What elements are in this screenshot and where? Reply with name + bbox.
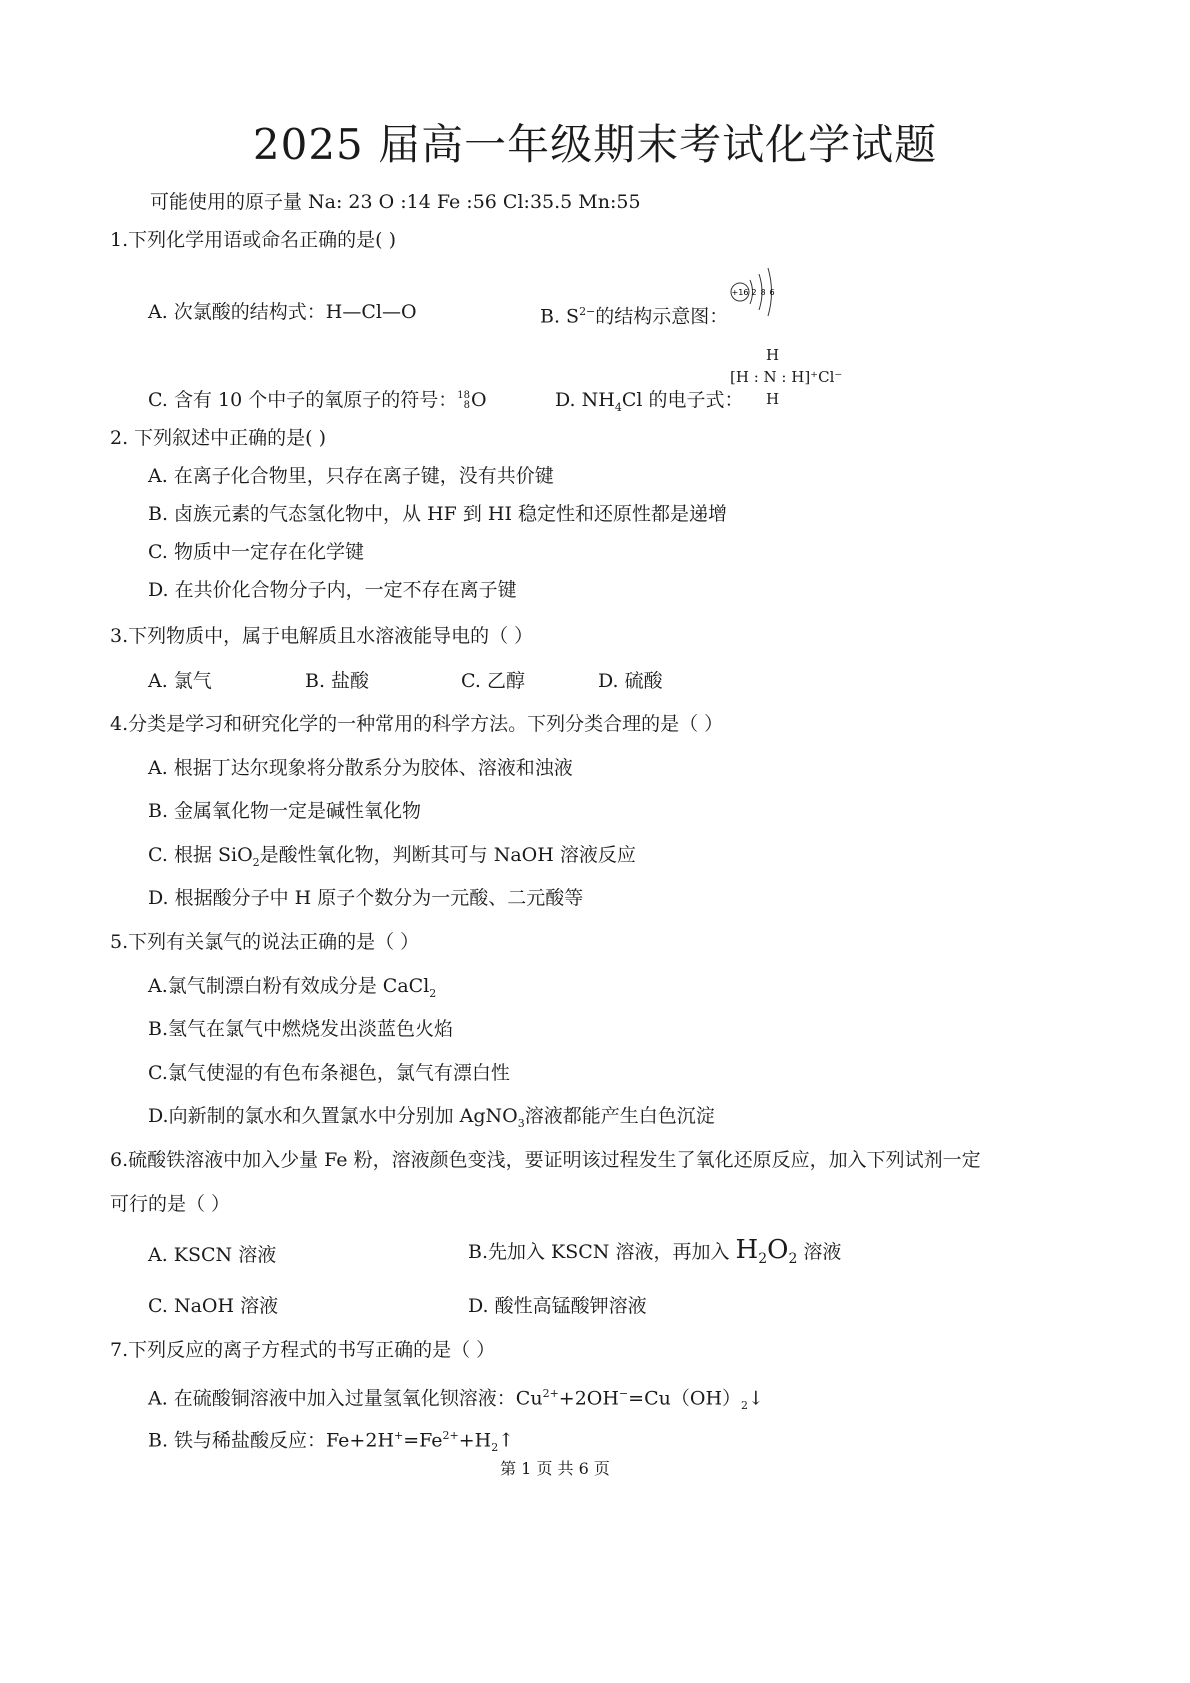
page-footer: 第 1 页 共 6 页 [500,1459,610,1478]
q2-option-c: C. 物质中一定存在化学键 [148,541,364,563]
page-title: 2025 届高一年级期末考试化学试题 [252,120,938,169]
shell-2-count: 8 [760,288,766,297]
q6-stem-line-1: 6.硫酸铁溶液中加入少量 Fe 粉，溶液颜色变浅，要证明该过程发生了氧化还原反应，加入下列试剂一定 [110,1149,981,1171]
q5-option-b: B.氢气在氯气中燃烧发出淡蓝色火焰 [148,1018,454,1040]
q1-option-c: C. 含有 10 个中子的氧原子的符号： 18 8 O [148,389,487,411]
q4-option-c: C. 根据 SiO$_2$是酸性氧化物，判断其可与 NaOH 溶液反应 [148,844,636,869]
q7-option-b: B. 铁与稀盐酸反应：$Fe+2H^+=Fe^{2+}+H_2↑$ [148,1429,515,1455]
isotope-mass-number: 18 [457,390,470,401]
q1-stem: 1.下列化学用语或命名正确的是( ) [110,229,396,251]
lewis-bottom-h: H [766,390,780,408]
q5-option-c: C.氯气使湿的有色布条褪色，氯气有漂白性 [148,1062,510,1084]
q2-stem: 2. 下列叙述中正确的是( ) [110,427,327,449]
shell-3-count: 6 [769,288,775,297]
q3-stem: 3.下列物质中，属于电解质且水溶液能导电的（ ） [110,625,534,647]
q2-option-d: D. 在共价化合物分子内，一定不存在离子键 [148,579,517,601]
lewis-middle: [H : N : H]⁺Cl⁻ [730,368,843,386]
q3-option-a: A. 氯气 [148,670,212,692]
q4-option-b: B. 金属氧化物一定是碱性氧化物 [148,800,422,822]
q6-option-a: A. KSCN 溶液 [148,1244,277,1266]
q6-stem-line-2: 可行的是（ ） [110,1193,231,1215]
lewis-top-h: H [766,346,780,364]
isotope-atomic-number: 8 [463,400,470,411]
q6-option-d: D. 酸性高锰酸钾溶液 [468,1295,647,1317]
q7-option-a: A. 在硫酸铜溶液中加入过量氢氧化钡溶液：$Cu^{2+}+2OH^-=Cu(OH)_2↓$ [148,1387,764,1413]
q1-option-a: A. 次氯酸的结构式：H—Cl—O [148,301,417,323]
nucleus-charge: +16 [731,288,749,297]
q5-option-a: A.氯气制漂白粉有效成分是 CaCl$_2$ [148,975,437,1000]
q3-option-b: B. 盐酸 [305,670,370,692]
q1-option-d: D. $NH_4Cl$ 的电子式： [555,389,744,414]
q6-option-c: C. NaOH 溶液 [148,1295,279,1317]
q5-option-d: D.向新制的氯水和久置氯水中分别加 AgNO$_3$溶液都能产生白色沉淀 [148,1105,715,1130]
sulfide-ion-structure-diagram [728,262,780,322]
q1-option-b: B. $S^{2-}$的结构示意图： [540,305,729,328]
q5-stem: 5.下列有关氯气的说法正确的是（ ） [110,931,420,953]
q2-option-b: B. 卤族元素的气态氢化物中，从 HF 到 HI 稳定性和还原性都是递增 [148,503,728,525]
shell-1-count: 2 [751,288,757,297]
atomic-masses: 可能使用的原子量 Na: 23 O :14 Fe :56 Cl:35.5 Mn:55 [150,191,641,213]
q4-option-a: A. 根据丁达尔现象将分散系分为胶体、溶液和浊液 [148,757,573,779]
q4-option-d: D. 根据酸分子中 H 原子个数分为一元酸、二元酸等 [148,887,584,909]
q3-option-c: C. 乙醇 [461,670,525,692]
q2-option-a: A. 在离子化合物里，只存在离子键，没有共价键 [148,465,554,487]
q4-stem: 4.分类是学习和研究化学的一种常用的科学方法。下列分类合理的是（ ） [110,713,724,735]
q7-stem: 7.下列反应的离子方程式的书写正确的是（ ） [110,1339,496,1361]
q3-option-d: D. 硫酸 [598,670,663,692]
q6-option-b: B.先加入 KSCN 溶液，再加入 $H_2O_2$ 溶液 [468,1235,842,1267]
